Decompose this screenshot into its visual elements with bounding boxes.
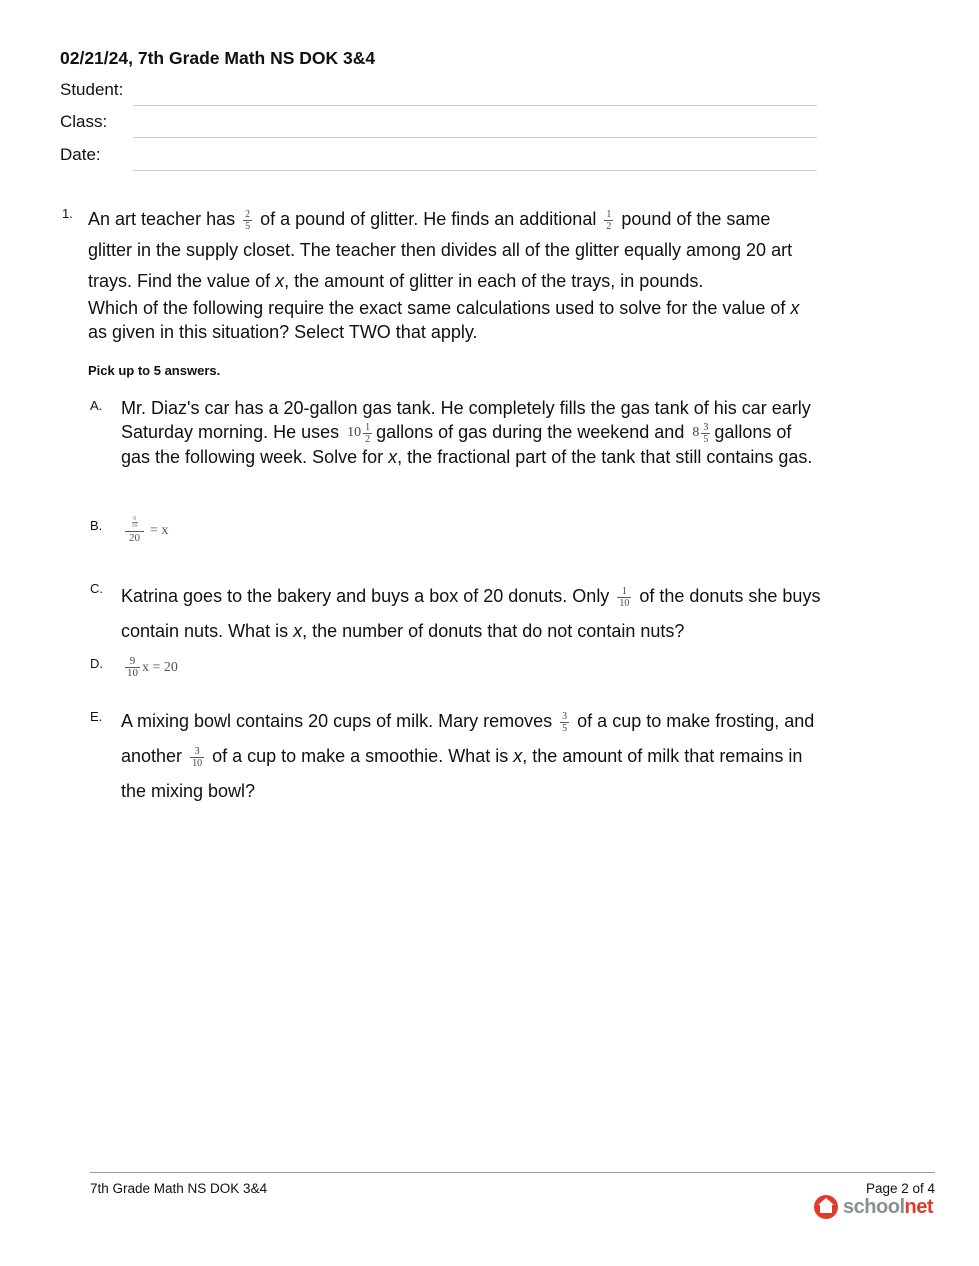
class-label: Class: [60, 112, 108, 131]
class-field-line [133, 137, 817, 138]
student-field-line [133, 105, 817, 106]
fraction-one-half: $\frac{1}{2}$ [606, 208, 612, 232]
footer-divider [90, 1172, 935, 1173]
question-number: 1. [62, 206, 73, 221]
fraction-nine-tenths: $\frac{9}{10}$ [127, 655, 138, 679]
question-stem [88, 204, 818, 297]
stem-text: An art teacher has [88, 209, 236, 229]
schoolnet-logo: schoolnet [814, 1195, 933, 1219]
stem-text: pound of the same glitter in the supply closet. The teacher then divides all of the glitter equally among 20 art trays. Find the value of [88, 209, 793, 291]
prompt-text: Which of the following require the exact same calculations used to solve for the value of [88, 298, 786, 318]
variable-x: x [293, 621, 303, 641]
option-a-letter[interactable]: A. [90, 398, 103, 413]
fraction-two-fifths: $\frac{2}{5}$ [245, 208, 251, 232]
question-prompt [88, 296, 818, 344]
equation-rhs: = x [150, 522, 169, 538]
stem-text: of a pound of glitter. He finds an additional [260, 209, 597, 229]
variable-x: x [790, 298, 800, 318]
stem-text: , the amount of glitter in each of the trays, in pounds. [284, 271, 704, 291]
footer-title: 7th Grade Math NS DOK 3&4 [90, 1181, 268, 1196]
fraction-one-tenth: $\frac{1}{10}$ [619, 585, 630, 609]
option-b-equation[interactable] [125, 516, 168, 545]
option-d-equation[interactable] [125, 656, 178, 679]
option-d-letter[interactable]: D. [90, 656, 103, 671]
equation-rhs: x = 20 [142, 659, 178, 675]
variable-x: x [275, 271, 285, 291]
house-icon [814, 1195, 838, 1219]
page-indicator: Page 2 of 4 [865, 1181, 935, 1196]
student-label: Student: [60, 80, 124, 99]
option-a-text[interactable]: Mr. Diaz's car has a 20-gallon gas tank. He completely fills the gas tank of his car early Saturday morning. He uses 10 $\frac{1}{2}$ gallons of gas during the weekend and 8 $\frac{3}{5}$ gallons of gas the following week. Solve for x, the fractional part of the tank that still contains gas. [121, 398, 813, 468]
mixed-number-8-3-5: 8 $\frac{3}{5}$ [692, 421, 709, 445]
option-c-text[interactable]: Katrina goes to the bakery and buys a box of 20 donuts. Only $\frac{1}{10}$ of the donuts she buys contain nuts. What is x, the number of donuts that do not contain nuts? [121, 585, 821, 641]
pick-instructions: Pick up to 5 answers. [88, 363, 221, 378]
prompt-text: as given in this situation? Select TWO that apply. [88, 322, 478, 342]
fraction-three-tenths: $\frac{3}{10}$ [192, 745, 203, 769]
complex-fraction: 9 10 20 [125, 516, 144, 545]
mixed-number-10-1-2: 10 $\frac{1}{2}$ [347, 421, 371, 445]
date-field-line [133, 170, 817, 171]
option-e-text[interactable]: A mixing bowl contains 20 cups of milk. Mary removes $\frac{3}{5}$ of a cup to make frosting, and another $\frac{3}{10}$ of a cup to make a smoothie. What is x, the amount of milk that remains in the mixing bowl? [121, 710, 815, 801]
option-e-letter[interactable]: E. [90, 709, 103, 724]
option-c-letter[interactable]: C. [90, 581, 103, 596]
fraction-three-fifths: $\frac{3}{5}$ [562, 710, 568, 734]
date-label: Date: [60, 145, 101, 164]
worksheet-title: 02/21/24, 7th Grade Math NS DOK 3&4 [60, 48, 376, 68]
variable-x: x [513, 746, 523, 766]
option-b-letter[interactable]: B. [90, 518, 103, 533]
variable-x: x [388, 447, 398, 468]
